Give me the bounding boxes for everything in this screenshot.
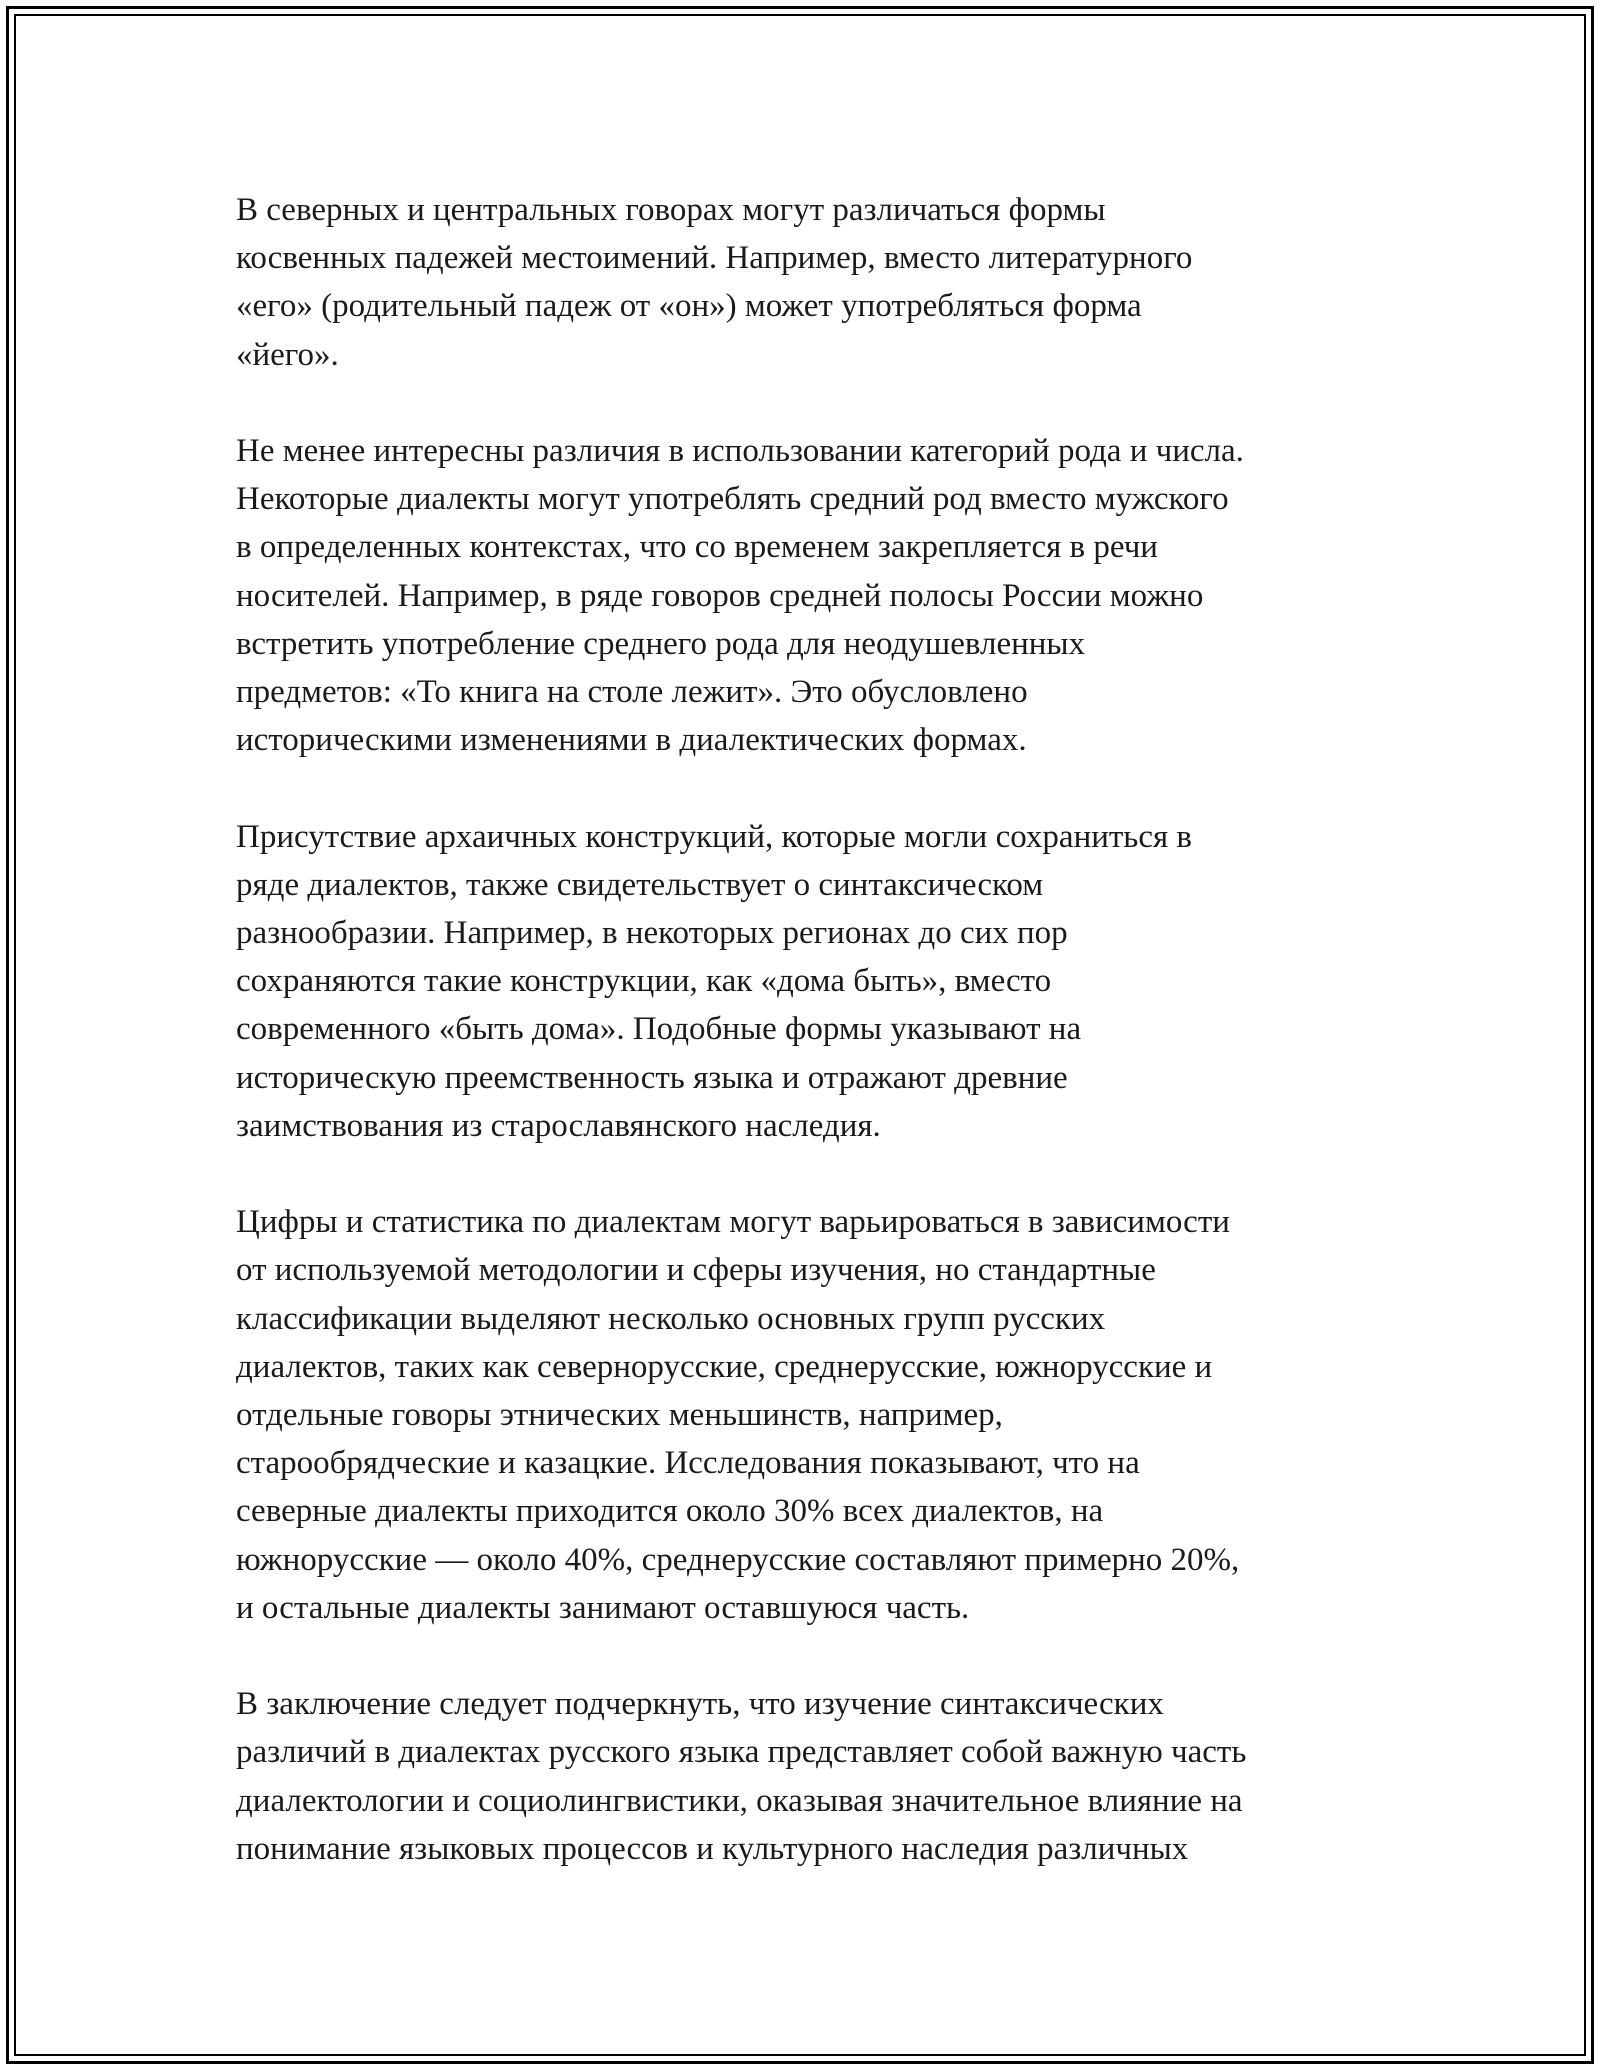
text-line: «его» (родительный падеж от «он») может употребляться форма: [236, 288, 1142, 325]
paragraph-conclusion: [236, 1680, 1376, 1873]
text-line: современного «быть дома». Подобные формы указывают на: [236, 1011, 1082, 1048]
text-line: южнорусские — около 40%, среднерусские составляют примерно 20%,: [236, 1541, 1240, 1578]
text-line: «йего».: [236, 336, 339, 373]
text-line: и остальные диалекты занимают оставшуюся часть.: [236, 1589, 970, 1626]
text-line: сохраняются такие конструкции, как «дома быть», вместо: [236, 963, 1052, 1000]
text-line: понимание языковых процессов и культурного наследия различных: [236, 1830, 1189, 1867]
text-line: Присутствие архаичных конструкций, которые могли сохраниться в: [236, 818, 1193, 855]
text-line: разнообразии. Например, в некоторых регионах до сих пор: [236, 915, 1068, 952]
text-line: старообрядческие и казацкие. Исследования показывают, что на: [236, 1445, 1140, 1482]
paragraph-gender-number: [236, 427, 1376, 764]
text-line: В заключение следует подчеркнуть, что изучение синтаксических: [236, 1686, 1164, 1723]
text-line: историческую преемственность языка и отражают древние: [236, 1059, 1068, 1096]
text-line: отдельные говоры этнических меньшинств, например,: [236, 1397, 1003, 1434]
text-line: заимствования из старославянского наследия.: [236, 1107, 881, 1144]
text-line: классификации выделяют несколько основных групп русских: [236, 1300, 1106, 1337]
text-line: диалектологии и социолингвистики, оказывая значительное влияние на: [236, 1782, 1243, 1819]
text-line: различий в диалектах русского языка представляет собой важную часть: [236, 1734, 1247, 1771]
text-line: предметов: «То книга на столе лежит». Это обусловлено: [236, 674, 1028, 711]
text-line: встретить употребление среднего рода для неодушевленных: [236, 625, 1086, 662]
text-line: историческими изменениями в диалектических формах.: [236, 722, 1027, 759]
text-line: косвенных падежей местоимений. Например, вместо литературного: [236, 240, 1193, 277]
text-line: в определенных контекстах, что со временем закрепляется в речи: [236, 529, 1158, 566]
text-line: северные диалекты приходится около 30% всех диалектов, на: [236, 1493, 1104, 1530]
text-line: носителей. Например, в ряде говоров средней полосы России можно: [236, 577, 1204, 614]
text-line: диалектов, таких как севернорусские, среднерусские, южнорусские и: [236, 1348, 1213, 1385]
text-line: ряде диалектов, также свидетельствует о синтаксическом: [236, 866, 1044, 903]
text-line: от используемой методологии и сферы изучения, но стандартные: [236, 1252, 1156, 1289]
paragraph-statistics: [236, 1198, 1376, 1632]
text-line: Не менее интересны различия в использовании категорий рода и числа.: [236, 433, 1244, 469]
paragraph-archaic-constructions: [236, 813, 1376, 1150]
text-line: В северных и центральных говорах могут различаться формы: [236, 192, 1106, 228]
paragraph-pronoun-forms: [236, 186, 1376, 379]
document-body: [236, 186, 1376, 1921]
text-line: Некоторые диалекты могут употреблять средний род вместо мужского: [236, 481, 1229, 518]
text-line: Цифры и статистика по диалектам могут варьироваться в зависимости: [236, 1204, 1230, 1241]
